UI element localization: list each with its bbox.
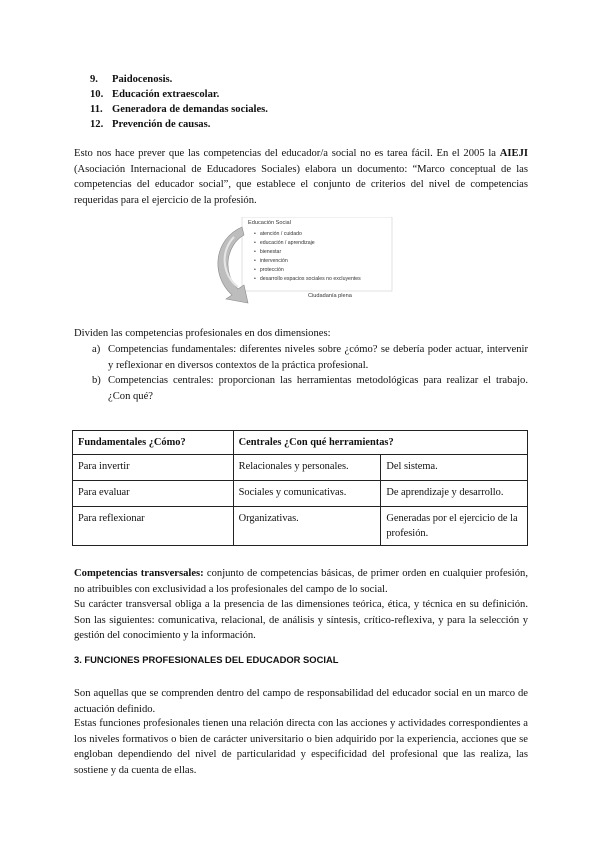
item-text: Competencias centrales: proporcionan las herramientas metodológicas para realizar el trabajo. ¿Con qué? [108,375,528,402]
functions-paragraph-1: Son aquellas que se comprenden dentro del campo de responsabilidad del educador social en un marco de actuación definido. [74,688,528,715]
list-number: 9. [90,74,98,85]
table-row [73,507,528,546]
list-item [90,87,268,102]
table-cell: Sociales y comunicativas. [233,481,381,507]
item-text: Competencias fundamentales: diferentes niveles sobre ¿cómo? se debería poder actuar, intervenir y reflexionar en diversos contextos de la práctica profesional. [108,344,528,371]
list-item [90,117,268,132]
dimension-item-a [92,342,528,373]
header-centrales: Centrales ¿Con qué herramientas? [233,431,527,455]
transversal-label: Competencias transversales: [74,568,204,579]
dimensions-intro: Dividen las competencias profesionales en dos dimensiones: [74,328,331,339]
figure-item: • educación / aprendizaje [254,239,361,248]
list-text: Generadora de demandas sociales. [112,104,268,115]
figure-item: • desarrollo espacios sociales no excluyentes [254,275,361,284]
table-cell: Para evaluar [73,481,234,507]
figure-title: Educación Social [248,220,291,226]
list-text: Paidocenosis. [112,74,173,85]
table-cell: Relacionales y personales. [233,455,381,481]
section-heading: 3. FUNCIONES PROFESIONALES DEL EDUCADOR SOCIAL [74,654,339,665]
figure-item: • protección [254,266,361,275]
list-number: 11. [90,104,103,115]
table-cell: Del sistema. [381,455,528,481]
list-number: 10. [90,89,104,100]
numbered-list [90,72,268,132]
table-header-row [73,431,528,455]
figure-footer: Ciudadanía plena [308,293,352,299]
transversal-paragraph: Competencias transversales: conjunto de competencias básicas, de primer orden en cualquier profesión, no atribuibles con exclusividad a los profesionales del campo de lo social. [74,568,528,595]
dimension-item-b [92,373,528,404]
figure-item: • atención / cuidado [254,230,361,239]
figure-item: • bienestar [254,248,361,257]
transversal-paragraph-2: Su carácter transversal obliga a la presencia de las dimensiones teórica, ética, y técnica en su definición. Son las siguientes: comunicativa, relacional, de análisis y síntesis, crítico-reflexiva, y para la selección y gestión del conocimiento y la información. [74,599,528,641]
table-cell: Para reflexionar [73,507,234,546]
table-cell: De aprendizaje y desarrollo. [381,481,528,507]
header-fundamentales: Fundamentales ¿Cómo? [73,431,234,455]
intro-paragraph: Esto nos hace prever que las competencias del educador/a social no es tarea fácil. En el 2005 la AIEJI (Asociación Internacional de Educadores Sociales) elabora un documento: “Marco conceptual de las competencias del educador social”, que establece el conjunto de criterios del nivel de competencias requeridas para el ejercicio de la profesión. [74,148,528,206]
figure-item: • intervención [254,257,361,266]
item-letter: a) [92,344,101,355]
functions-paragraph-2: Estas funciones profesionales tienen una relación directa con las acciones y actividades correspondientes a los niveles formativos o bien de carácter universitario o bien adquirido por la experiencia, acciones que se engloban dependiendo del nivel de particularidad y especificidad del profesional que las realiza, las sostiene y da cuenta de ellas. [74,718,528,776]
table-cell: Organizativas. [233,507,381,546]
list-item [90,102,268,117]
education-social-figure [204,217,404,309]
list-number: 12. [90,119,104,130]
aieji-acronym: AIEJI [499,148,528,159]
table-row [73,481,528,507]
table-cell: Para invertir [73,455,234,481]
list-item [90,72,268,87]
figure-list [254,230,361,284]
competencies-table [72,430,528,546]
list-text: Prevención de causas. [112,119,211,130]
item-letter: b) [92,375,101,386]
list-text: Educación extraescolar. [112,89,220,100]
table-row [73,455,528,481]
table-cell: Generadas por el ejercicio de la profesión. [381,507,528,546]
